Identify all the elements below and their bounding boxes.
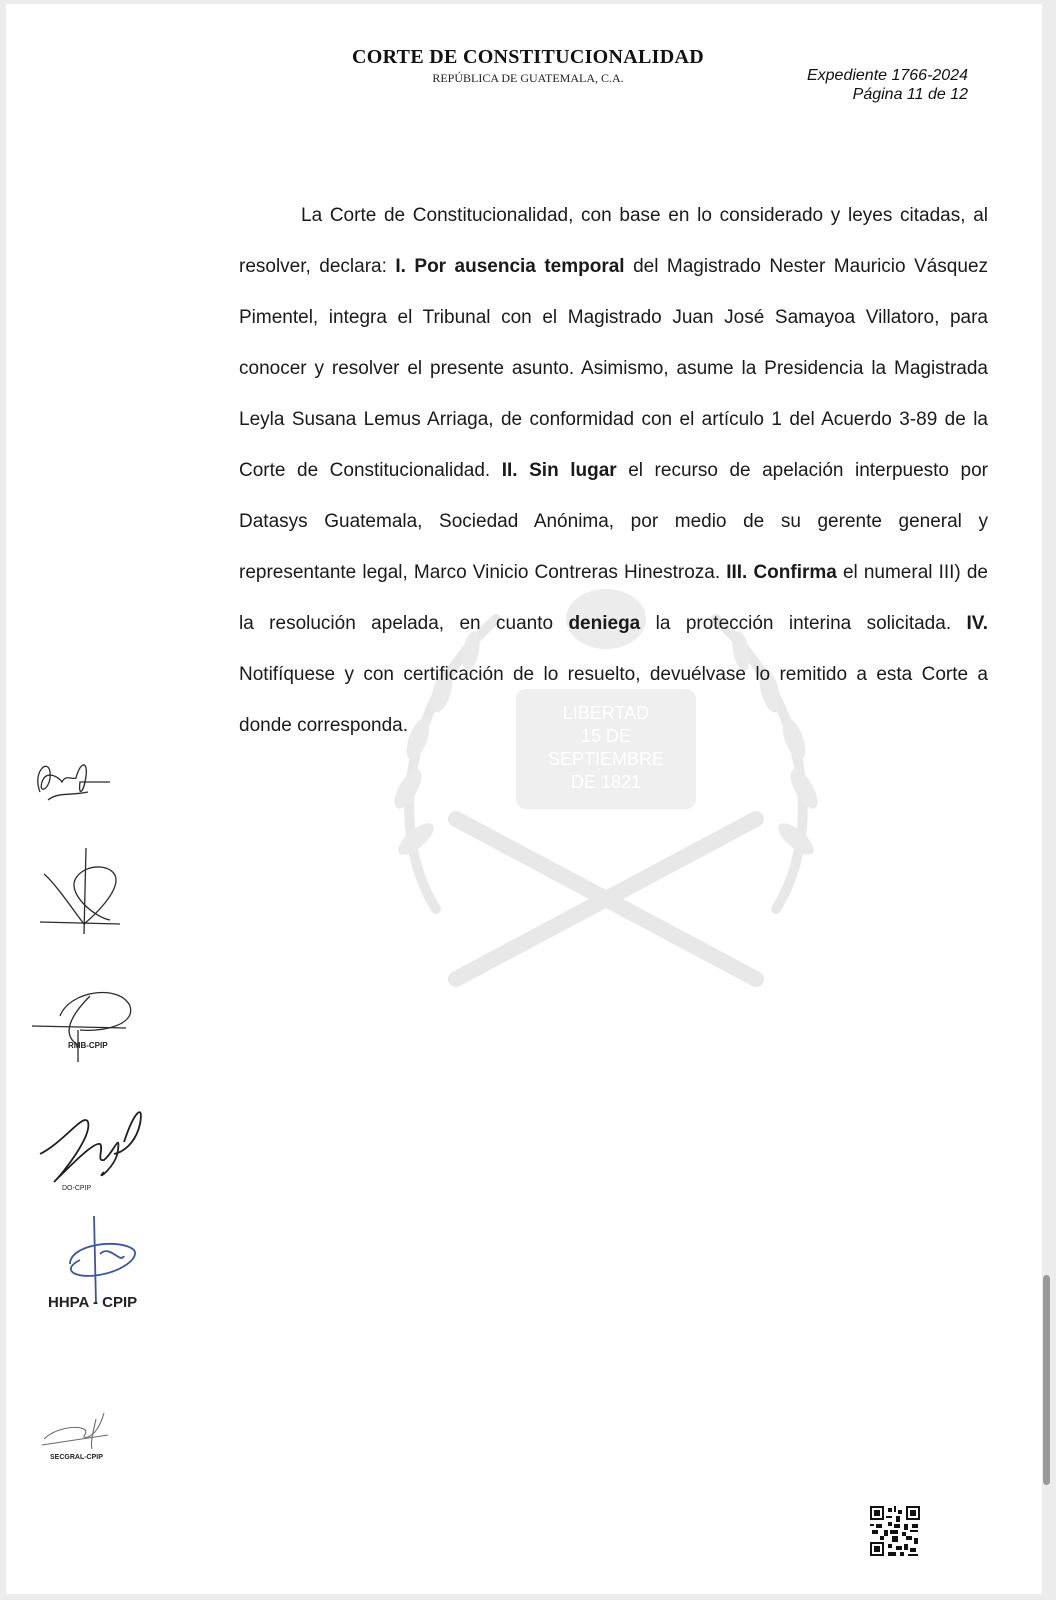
- numeral-3: III.: [726, 562, 748, 583]
- bold-deniega: deniega: [568, 613, 641, 634]
- text-integration: del Magistrado Nester Mauricio Vásquez Pimentel, integra el Tribunal con el Magistrado Juan José Samayoa Villatoro, para conocer y resolver el presente asunto. Asimismo, asume la Presidencia la Magistrada Leyla Susana Lemus Arriaga, de conformidad con el artículo 1 del Acuerdo 3-89 de la Corte de Constitucionalidad.: [239, 256, 989, 481]
- expediente-number: Expediente 1766-2024: [806, 67, 968, 84]
- numeral-1: I.: [395, 256, 406, 277]
- document-page: [6, 4, 1042, 1594]
- text-intro: La Corte de Constitucionalidad, con base en lo considerado y leyes citadas, al resolver, declara:: [239, 205, 988, 277]
- watermark-line-2: 15 DE: [580, 726, 632, 746]
- case-reference: [807, 66, 968, 104]
- signature-4: [34, 1102, 154, 1194]
- numeral-4: IV.: [966, 613, 988, 634]
- signature-5-label: HHPA - CPIP: [48, 1294, 138, 1311]
- watermark-line-1: LIBERTAD: [562, 703, 650, 723]
- signature-4-label: DO-CPIP: [62, 1185, 92, 1192]
- watermark-line-3: SEPTIEMBRE: [547, 749, 665, 769]
- signature-3: [30, 986, 140, 1066]
- signature-6: [34, 1409, 124, 1469]
- bold-ausencia-temporal: Por ausencia temporal: [405, 256, 625, 277]
- text-confirm: el numeral III) de la resolución apelada, en cuanto: [239, 562, 988, 634]
- vertical-scrollbar[interactable]: [1043, 1275, 1050, 1485]
- text-appeal: el recurso de apelación interpuesto por Datasys Guatemala, Sociedad Anónima, por medio de su gerente general y representante legal, Marco Vinicio Contreras Hinestroza.: [239, 460, 988, 583]
- signature-6-label: SECGRAL-CPIP: [50, 1454, 103, 1461]
- court-subtitle: REPÚBLICA DE GUATEMALA, C.A.: [432, 71, 624, 85]
- text-protection: la protección interina solicitada.: [640, 613, 967, 634]
- qr-code: [870, 1506, 920, 1556]
- bold-sin-lugar: Sin lugar: [517, 460, 617, 481]
- signature-2: [36, 844, 126, 942]
- numeral-2: II.: [501, 460, 518, 481]
- court-title: CORTE DE CONSTITUCIONALIDAD: [352, 46, 704, 68]
- watermark-line-4: DE 1821: [570, 772, 642, 792]
- page-number: Página 11 de 12: [852, 86, 968, 103]
- signature-1: [28, 752, 118, 814]
- bold-confirma: Confirma: [747, 562, 837, 583]
- signature-3-label: RMB-CPIP: [68, 1041, 108, 1050]
- text-notify: Notifíquese y con certificación de lo resuelto, devuélvase lo remitido a esta Corte a donde corresponda.: [239, 664, 988, 736]
- resolution-paragraph: [239, 190, 988, 751]
